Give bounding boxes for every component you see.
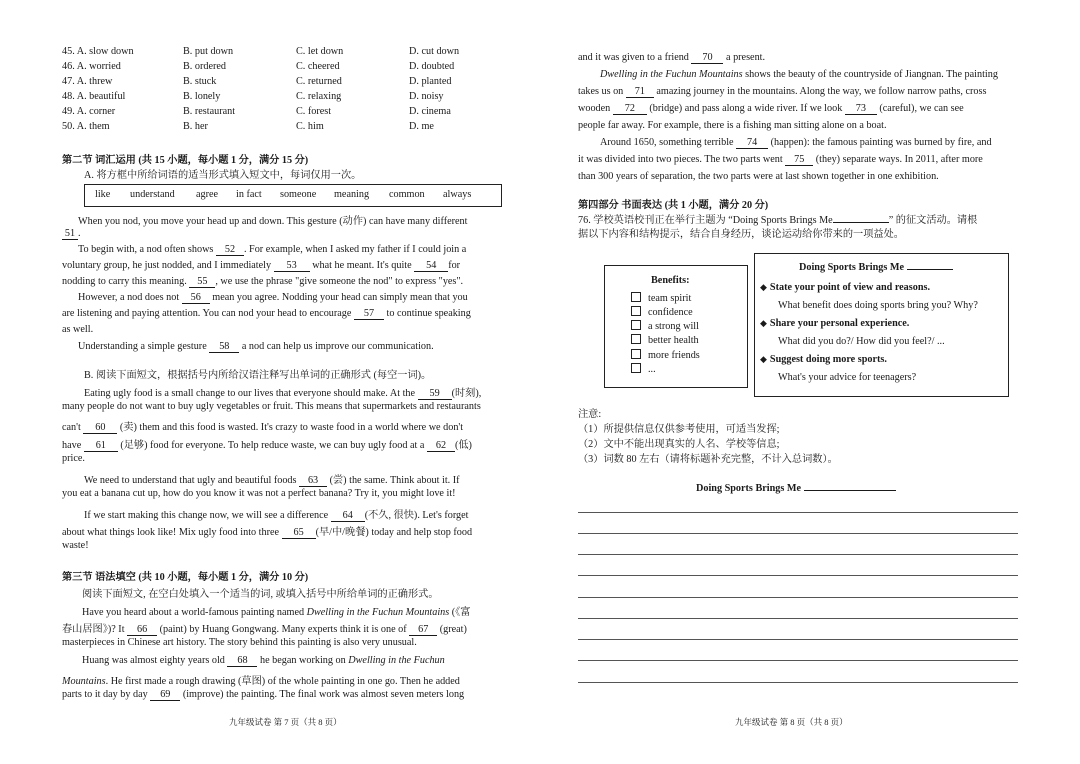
word-box-item: meaning: [334, 189, 370, 200]
checkbox[interactable]: [631, 292, 641, 302]
question-76-line2: 据以下内容和结构提示，结合自身经历，谈论运动给你带来的一项益处。: [578, 229, 904, 240]
text-segment: (时刻),: [451, 388, 482, 399]
word-box-item: someone: [280, 189, 317, 200]
q-number: 49.: [62, 106, 75, 117]
section-2a-instruction: A. 将方框中所给词语的适当形式填入短文中，每词仅用一次。: [84, 170, 362, 181]
blank-69[interactable]: 69: [150, 689, 180, 701]
page-footer: 九年级试卷 第 8 页（共 8 页）: [735, 717, 848, 727]
checkbox[interactable]: [631, 363, 641, 373]
blank-54[interactable]: 54: [414, 260, 448, 272]
option-c: C. forest: [296, 106, 332, 117]
checkbox[interactable]: [631, 306, 641, 316]
benefit-item: team spirit: [648, 293, 692, 304]
notes-title: 注意:: [578, 409, 602, 420]
option-b: B. put down: [183, 46, 234, 57]
blank-70[interactable]: 70: [691, 52, 723, 64]
word-box-item: common: [389, 189, 425, 200]
painting-title: Dwelling in the Fuchun Mountains: [306, 607, 450, 618]
text-segment: can't: [62, 422, 81, 433]
section-2b-instruction: B. 阅读下面短文，根据括号内所给汉语注释写出单词的正确形式 (每空一词)。: [84, 370, 432, 381]
text-segment: shows the beauty of the countryside of Jiangnan. The painting: [745, 69, 998, 80]
blank-71[interactable]: 71: [626, 86, 654, 98]
text-segment: We need to understand that ugly and beautiful foods: [84, 475, 297, 486]
checkbox[interactable]: [631, 349, 641, 359]
outline-point: Suggest doing more sports.: [769, 354, 887, 365]
painting-title: Mountains: [62, 676, 106, 687]
blank-61[interactable]: 61: [84, 440, 118, 452]
text-segment: Have you heard about a world-famous painting named: [82, 607, 305, 618]
note-item: （1）所提供信息仅供参考使用，可适当发挥;: [578, 424, 780, 435]
option-d: D. planted: [409, 76, 452, 87]
blank-67[interactable]: 67: [409, 624, 437, 636]
writing-line[interactable]: [578, 597, 1018, 598]
text-segment: wooden: [578, 103, 611, 114]
writing-line[interactable]: [578, 618, 1018, 619]
blank-75[interactable]: 75: [785, 154, 813, 166]
text-line: people far away. For example, there is a fishing man sitting alone on a boat.: [578, 120, 887, 131]
benefit-item: better health: [648, 335, 699, 346]
blank-74[interactable]: 74: [736, 137, 768, 149]
blank-57[interactable]: 57: [354, 308, 384, 320]
text-segment: about what things look like! Mix ugly food into three: [62, 527, 280, 538]
text-line: as well.: [62, 324, 94, 335]
writing-line[interactable]: [578, 660, 1018, 661]
text-segment: Understanding a simple gesture: [78, 341, 207, 352]
option-d: D. cut down: [409, 46, 460, 57]
outline-title-blank: [907, 269, 953, 270]
option-a: A. them: [76, 121, 110, 132]
text-segment: (足够) food for everyone. To help reduce waste, we can buy ugly food at a: [120, 440, 425, 451]
text-segment: . For example, when I asked my father if I could join a: [243, 244, 467, 255]
word-box-item: in fact: [236, 189, 262, 200]
title-blank[interactable]: [833, 222, 889, 223]
text-segment: . He first made a rough drawing (草图) of the whole painting in one go. Then he added: [105, 676, 460, 687]
text-segment: to continue speaking: [386, 308, 471, 319]
text-segment: Huang was almost eighty years old: [82, 655, 225, 666]
note-item: （2）文中不能出现真实的人名、学校等信息;: [578, 439, 780, 450]
text-segment: for: [448, 260, 461, 271]
blank-68[interactable]: 68: [227, 655, 257, 667]
blank-56[interactable]: 56: [182, 292, 210, 304]
blank-63[interactable]: 63: [299, 475, 327, 487]
option-b: B. restaurant: [183, 106, 236, 117]
text-segment: (卖) them and this food is wasted. It's crazy to waste food in a world where we don't: [119, 422, 464, 433]
blank-52[interactable]: 52: [216, 244, 244, 256]
checkbox[interactable]: [631, 320, 641, 330]
option-b: B. ordered: [183, 61, 226, 72]
text-segment: takes us on: [578, 86, 624, 97]
blank-65[interactable]: 65: [282, 527, 316, 539]
text-segment: (bridge) and pass along a wide river. If we look: [649, 103, 843, 114]
text-segment: (happen): the famous painting was burned by fire, and: [770, 137, 992, 148]
text-segment: are listening and paying attention. You can nod your head to encourage: [62, 308, 352, 319]
text-segment: (improve) the painting. The final work was almost seven meters long: [182, 689, 465, 700]
text-segment: amazing journey in the mountains. Along the way, we follow narrow paths, cross: [656, 86, 987, 97]
checkbox[interactable]: [631, 334, 641, 344]
blank-58[interactable]: 58: [209, 341, 239, 353]
blank-55[interactable]: 55: [189, 276, 215, 288]
option-b: B. stuck: [183, 76, 217, 87]
section-3-instruction: 阅读下面短文, 在空白处填入一个适当的词, 或填入括号中所给单词的正确形式。: [82, 589, 439, 600]
option-d: D. cinema: [409, 106, 451, 117]
benefits-title: Benefits:: [651, 275, 690, 286]
writing-line[interactable]: [578, 512, 1018, 513]
word-box-item: agree: [196, 189, 219, 200]
painting-title: Dwelling in the Fuchun Mountains: [600, 69, 743, 80]
option-c: C. relaxing: [296, 91, 342, 102]
text-segment: (尝) the same. Think about it. If: [329, 475, 460, 486]
blank-51[interactable]: 51: [62, 228, 78, 240]
text-line: When you nod, you move your head up and down. This gesture (动作) can have many different: [78, 216, 468, 227]
q-number: 47.: [62, 76, 75, 87]
blank-62[interactable]: 62: [427, 440, 455, 452]
text-segment: it was divided into two pieces. The two parts went: [578, 154, 783, 165]
blank-60[interactable]: 60: [83, 422, 117, 434]
text-segment: (careful), we can see: [879, 103, 964, 114]
benefit-item: more friends: [648, 350, 700, 361]
option-b: B. her: [183, 121, 208, 132]
text-line: masterpieces in Chinese art history. The story behind this painting is also very unusual.: [62, 637, 417, 648]
option-b: B. lonely: [183, 91, 221, 102]
option-c: C. him: [296, 121, 324, 132]
outline-title: Doing Sports Brings Me: [799, 262, 904, 273]
word-box-item: always: [443, 189, 472, 200]
answer-title: Doing Sports Brings Me: [696, 483, 801, 494]
text-segment: and it was given to a friend: [578, 52, 689, 63]
writing-line[interactable]: [578, 682, 1018, 683]
section-4-title: 第四部分 书面表达 (共 1 小题，满分 20 分): [578, 200, 769, 211]
option-c: C. returned: [296, 76, 342, 87]
section-3-title: 第三节 语法填空 (共 10 小题，每小题 1 分，满分 10 分): [62, 572, 309, 583]
text-segment: a present.: [726, 52, 766, 63]
benefit-item: ...: [648, 364, 656, 375]
outline-point: Share your personal experience.: [769, 318, 910, 329]
blank-72[interactable]: 72: [613, 103, 647, 115]
writing-line[interactable]: [578, 639, 1018, 640]
q-number: 46.: [62, 61, 75, 72]
text-segment: Eating ugly food is a small change to our lives that everyone should make. At the: [84, 388, 416, 399]
option-d: D. doubted: [409, 61, 455, 72]
text-segment: he began working on: [259, 655, 346, 666]
option-c: C. let down: [296, 46, 344, 57]
option-d: D. noisy: [409, 91, 444, 102]
blank-73[interactable]: 73: [845, 103, 877, 115]
note-item: （3）词数 80 左右（请将标题补充完整，不计入总词数）。: [578, 454, 838, 465]
text-segment: have: [62, 440, 82, 451]
outline-sub: What benefit does doing sports bring you? Why?: [778, 300, 978, 311]
text-segment: (great): [439, 624, 467, 635]
question-76: 76. 学校英语校刊正在举行主题为 “Doing Sports Brings Me: [578, 215, 833, 226]
text-segment: (《富: [451, 607, 471, 618]
text-segment: a nod can help us improve our communication.: [241, 341, 434, 352]
text-segment: what he meant. It's quite: [312, 260, 412, 271]
diamond-bullet-icon: ◆: [760, 354, 767, 364]
blank-64[interactable]: 64: [331, 510, 365, 522]
benefit-item: confidence: [648, 307, 693, 318]
outline-sub: What's your advice for teenagers?: [778, 372, 917, 383]
option-a: A. threw: [76, 76, 113, 87]
page-7: 45. A. slow down B. put down C. let down D. cut down 46. A. worried B. ordered C. cheered D. doubted 47. A. threw B. stuck C. returned D. planted 48. A. beautiful B. lonely C. relaxing D. noisy 49. A. corner B. restaurant C. forest D. cinema 50. A. them B. her C. him D. me 第二节 词汇运用 (共 15 小题，每小题 1 分，满分 15 分) A. 将方框中所给词语的适当形式填入短文中，每词仅用一次。 like understand agree in fact someone meaning common always When you nod, you move your head up and down. This gesture (动作) can have many different 51 . To begin with, a nod often shows 52 . For example, when I asked my father if I could join a voluntary group, he just nodded, and I immediately 53 what he meant. It's quite 54 for nodding to carry this meaning. 55 , we use the phrase "give someone the nod" to express "yes". However, a nod does not 56 mean you agree. Nodding your head can simply mean that you are listening and paying attention. You can nod your head to encourage 57 to continue speaking as well. Understanding a simple gesture 58 a nod can help us improve our communication. B. 阅读下面短文，根据括号内所给汉语注释写出单词的正确形式 (每空一词)。 Eating ugly food is a small change to our lives that everyone should make. At the 59 (时刻), many people do not want to buy ugly vegetables or fruit. This means that supermarkets and restaurants can't 60 (卖) them and this food is wasted. It's crazy to waste food in a world where we don't have 61 (足够) food for everyone. To help reduce waste, we can buy ugly food at a 62 (低) price. We need to understand that ugly and beautiful foods 63 (尝) the same. Think about it. If you eat a banana cut up, how do you know it was not a perfect banana? Try it, you might love it! If we start making this change now, we will see a difference 64 (不久, 很快). Let's forget about what things look like! Mix ugly food into three 65 (早/中/晚餐) today and help stop food waste! 第三节 语法填空 (共 10 小题，每小题 1 分，满分 10 分) 阅读下面短文, 在空白处填入一个适当的词, 或填入括号中所给单词的正确形式。 Have you heard about a world-famous painting named Dwelling in the Fuchun Mountains (《富 春山居图》)? It 66 (paint) by Huang Gongwang. Many experts think it is one of 67 (great) masterpieces in Chinese art history. The story behind this painting is also very unusual. Huang was almost eighty years old 68 he began working on Dwelling in the Fuchun Mountains. He first made a rough drawing (草图) of the whole painting in one go. Then he added parts to it day by day 69 (improve) the painting. The final work was almost seven meters long 九年级试卷 第 7 页（共 8 页）: [0, 0, 540, 764]
text-line: you eat a banana cut up, how do you know it was not a perfect banana? Try it, you might love it!: [62, 488, 456, 499]
blank-59[interactable]: 59: [418, 388, 452, 400]
text-line: price.: [62, 453, 85, 464]
answer-title-blank[interactable]: [804, 490, 896, 491]
diamond-bullet-icon: ◆: [760, 318, 767, 328]
page-footer: 九年级试卷 第 7 页（共 8 页）: [229, 717, 342, 727]
option-a: A. beautiful: [76, 91, 126, 102]
text-segment: Around 1650, something terrible: [600, 137, 734, 148]
text-segment: nodding to carry this meaning.: [62, 276, 187, 287]
section-2-title: 第二节 词汇运用 (共 15 小题，每小题 1 分，满分 15 分): [62, 155, 309, 166]
text-segment: However, a nod does not: [78, 292, 180, 303]
text-segment: (不久, 很快). Let's forget: [364, 510, 469, 521]
writing-line[interactable]: [578, 575, 1018, 576]
word-box-item: like: [95, 189, 111, 200]
option-a: A. corner: [76, 106, 116, 117]
option-c: C. cheered: [296, 61, 340, 72]
text-segment: ” 的征文活动。请根: [888, 215, 978, 226]
outline-point: State your point of view and reasons.: [769, 282, 931, 293]
text-segment: (they) separate ways. In 2011, after more: [815, 154, 983, 165]
blank-53[interactable]: 53: [274, 260, 310, 272]
word-box-item: understand: [130, 189, 175, 200]
blank-66[interactable]: 66: [127, 624, 157, 636]
text-line: waste!: [62, 540, 89, 551]
option-d: D. me: [409, 121, 434, 132]
text-segment: parts to it day by day: [62, 689, 148, 700]
option-a: A. slow down: [76, 46, 134, 57]
diamond-bullet-icon: ◆: [760, 282, 767, 292]
q-number: 50.: [62, 121, 75, 132]
text-segment: voluntary group, he just nodded, and I immediately: [62, 260, 272, 271]
text-segment: 春山居图》)? It: [62, 624, 125, 635]
text-segment: If we start making this change now, we will see a difference: [84, 510, 329, 521]
text-segment: , we use the phrase "give someone the nod" to express "yes".: [215, 276, 464, 287]
q-number: 45.: [62, 46, 75, 57]
text-segment: To begin with, a nod often shows: [78, 244, 214, 255]
writing-line[interactable]: [578, 533, 1018, 534]
text-segment: (paint) by Huang Gongwang. Many experts think it is one of: [159, 624, 407, 635]
text-segment: (早/中/晚餐) today and help stop food: [315, 527, 473, 538]
writing-line[interactable]: [578, 554, 1018, 555]
option-a: A. worried: [76, 61, 121, 72]
text-segment: mean you agree. Nodding your head can simply mean that you: [212, 292, 468, 303]
text-line: many people do not want to buy ugly vegetables or fruit. This means that supermarkets and restaurants: [62, 401, 481, 412]
outline-sub: What did you do?/ How did you feel?/ ...: [778, 336, 945, 347]
benefit-item: a strong will: [648, 321, 699, 332]
painting-title: Dwelling in the Fuchun: [348, 655, 445, 666]
q-number: 48.: [62, 91, 75, 102]
text-segment: (低): [454, 440, 472, 451]
text-line: than 300 years of separation, the two parts were at last shown together in one exhibition.: [578, 171, 939, 182]
